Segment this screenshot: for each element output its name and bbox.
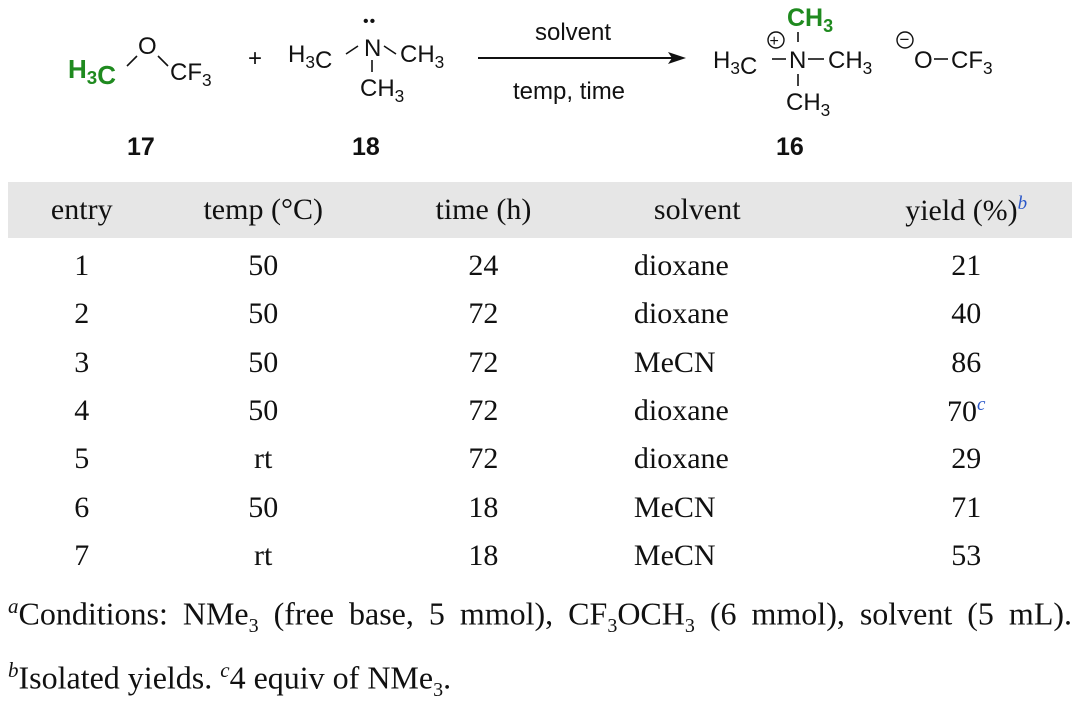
cell-entry-value: 3 — [74, 345, 90, 379]
cell-time — [371, 532, 596, 580]
oxygen-atom-17: O — [138, 33, 157, 60]
cell-time-value: 18 — [468, 538, 499, 572]
reaction-arrow — [478, 19, 686, 105]
cell-temp-value: 50 — [248, 394, 279, 428]
cell-solvent — [596, 387, 860, 435]
cell-solvent-value: dioxane — [633, 297, 729, 331]
cell-yield — [860, 532, 1072, 580]
cell-yield-value: 53 — [951, 538, 982, 572]
bond-line — [346, 46, 358, 54]
cell-time-value: 72 — [468, 297, 499, 331]
subscript: 3 — [433, 679, 444, 702]
product-16 — [713, 4, 872, 161]
cell-yield — [860, 483, 1072, 531]
cell-time — [371, 435, 596, 483]
subscript: 3 — [684, 615, 695, 638]
footnote-a-text: OCH — [617, 595, 685, 632]
reaction-scheme — [0, 0, 1080, 175]
methyl-right-16: $CH_3$ — [828, 47, 873, 78]
table-footnote — [8, 584, 1072, 712]
bond-line — [384, 46, 396, 54]
header-entry: entry — [50, 193, 113, 226]
cell-temp-value: 50 — [248, 345, 279, 379]
subscript: 3 — [248, 615, 259, 638]
cell-entry-value: 5 — [74, 442, 90, 476]
cell-temp-value: rt — [254, 442, 273, 476]
table-row — [8, 387, 1072, 435]
bond-line — [158, 56, 168, 66]
cell-entry-value: 2 — [74, 297, 90, 331]
cell-entry — [8, 387, 155, 435]
cell-solvent-value: MeCN — [633, 345, 716, 379]
negative-charge-sign: − — [899, 30, 910, 49]
cell-yield — [860, 339, 1072, 387]
cell-time-value: 24 — [468, 249, 499, 283]
cell-entry — [8, 238, 155, 290]
methyl-group-17: $H_3C$ — [68, 54, 116, 90]
cell-temp — [155, 238, 370, 290]
footnote-b-link[interactable]: b — [1017, 192, 1028, 214]
cell-yield-value: 71 — [951, 490, 982, 524]
compound-number-17: 17 — [127, 133, 155, 161]
cell-temp-value: 50 — [248, 490, 279, 524]
cell-time-value: 72 — [468, 394, 499, 428]
footnote-c-text: 4 equiv of NMe — [229, 659, 434, 696]
cell-temp-value: 50 — [248, 249, 279, 283]
footnote-c-link[interactable]: c — [976, 393, 986, 415]
cell-solvent — [596, 483, 860, 531]
table-row — [8, 339, 1072, 387]
nitrogen-atom-18: N — [364, 35, 382, 62]
methyl-left-18: $H_3C$ — [288, 41, 333, 74]
arrow-label-conditions: temp, time — [513, 78, 626, 105]
cell-temp — [155, 387, 370, 435]
cell-entry-value: 7 — [74, 538, 90, 572]
bond-line — [127, 56, 137, 66]
cell-entry-value: 6 — [74, 490, 90, 524]
cell-entry-value: 1 — [74, 249, 90, 283]
cell-entry — [8, 339, 155, 387]
cell-yield-value: 21 — [951, 249, 982, 283]
header-solvent: solvent — [653, 193, 741, 226]
table-header-row — [8, 182, 1072, 238]
footnote-b-mark: b — [8, 658, 19, 683]
compound-number-18: 18 — [352, 133, 380, 161]
reagent-17 — [68, 33, 212, 161]
methyl-bottom-16: $CH_3$ — [786, 89, 831, 120]
cell-yield — [860, 435, 1072, 483]
anion-cf3: $CF_3$ — [951, 47, 993, 78]
nitrogen-atom-16: N — [789, 47, 807, 74]
cell-entry-value: 4 — [74, 394, 90, 428]
header-yield — [860, 182, 1072, 238]
cell-yield — [860, 238, 1072, 290]
methyl-top-16: $CH_3$ — [787, 4, 834, 36]
cell-temp — [155, 483, 370, 531]
table-body — [8, 238, 1072, 580]
cell-entry — [8, 290, 155, 338]
cell-time-value: 18 — [468, 490, 499, 524]
cell-solvent — [596, 339, 860, 387]
header-yield-label: yield (%) — [905, 193, 1018, 227]
positive-charge-sign: + — [769, 33, 779, 50]
table-row — [8, 238, 1072, 290]
cell-entry — [8, 483, 155, 531]
cell-temp — [155, 339, 370, 387]
cell-solvent — [596, 532, 860, 580]
lone-pair-dots: •• — [363, 13, 377, 30]
cell-time — [371, 339, 596, 387]
cell-solvent-value: MeCN — [633, 538, 716, 572]
cell-temp-value: rt — [254, 538, 273, 572]
header-time: time (h) — [435, 193, 532, 226]
cell-solvent — [596, 435, 860, 483]
cell-time-value: 72 — [468, 345, 499, 379]
footnote-c-mark: c — [220, 658, 230, 683]
cf3-group-17: $CF_3$ — [170, 59, 212, 90]
compound-number-16: 16 — [776, 133, 804, 161]
footnote-a-text: Conditions: NMe — [18, 595, 249, 632]
table-row — [8, 532, 1072, 580]
methyl-left-16: $H_3C$ — [713, 47, 758, 80]
footnote-a-text: (6 mmol), solvent (5 mL). — [694, 595, 1073, 632]
table-row — [8, 435, 1072, 483]
cell-temp — [155, 435, 370, 483]
cell-solvent-value: MeCN — [633, 490, 716, 524]
results-table-container — [8, 182, 1072, 580]
cell-yield — [860, 387, 1072, 435]
cell-solvent — [596, 238, 860, 290]
cell-yield-value: 70 — [946, 394, 977, 428]
cell-temp — [155, 290, 370, 338]
cell-entry — [8, 532, 155, 580]
arrow-label-solvent: solvent — [535, 19, 612, 46]
cell-entry — [8, 435, 155, 483]
cell-solvent-value: dioxane — [633, 394, 729, 428]
subscript: 3 — [607, 615, 618, 638]
footnote-b-text: Isolated yields. — [18, 659, 221, 696]
footnote-a-mark: a — [8, 594, 19, 618]
cell-temp-value: 50 — [248, 297, 279, 331]
reagent-18 — [288, 13, 444, 161]
cell-solvent-value: dioxane — [633, 442, 729, 476]
cell-time — [371, 290, 596, 338]
footnote-a-text: (free base, 5 mmol), CF — [258, 595, 608, 632]
cell-time — [371, 483, 596, 531]
cell-time-value: 72 — [468, 442, 499, 476]
footnote-c-text: . — [443, 659, 452, 696]
table-row — [8, 483, 1072, 531]
cell-yield-value: 40 — [951, 297, 982, 331]
cell-temp — [155, 532, 370, 580]
cell-yield-value: 29 — [951, 442, 982, 476]
header-temp: temp (°C) — [203, 193, 323, 226]
results-table — [8, 182, 1072, 580]
plus-sign: + — [248, 45, 263, 72]
cell-yield-value: 86 — [951, 345, 982, 379]
cell-solvent — [596, 290, 860, 338]
table-row — [8, 290, 1072, 338]
cell-time — [371, 238, 596, 290]
cell-time — [371, 387, 596, 435]
cell-yield — [860, 290, 1072, 338]
methyl-bottom-18: $CH_3$ — [360, 75, 405, 106]
trifluoromethoxide-anion — [897, 30, 993, 78]
anion-oxygen: O — [914, 47, 933, 74]
cell-solvent-value: dioxane — [633, 249, 729, 283]
methyl-right-18: $CH_3$ — [400, 41, 445, 72]
